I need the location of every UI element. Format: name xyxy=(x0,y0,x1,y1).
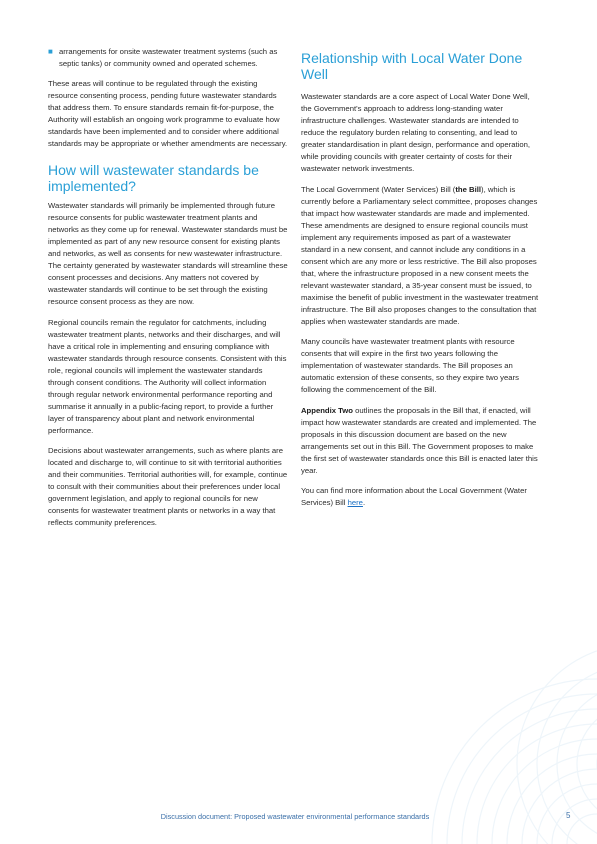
text-run: ), which is currently before a Parliamentary select committee, proposes changes that impact how wastewater standards are made and implemented. These amendments are designed to ensure regional councils must implement any requirements imposed as part of a wastewater standard in a new consent, and cannot include any conditions in a consent which are any more or less restrictive. The Bill also proposes that, where the infrastructure proposed in a new consent meets the relevant wastewater standard, a 35-year consent must be issued, to maximise the benefit of public investment in the wastewater treatment infrastructure. The Bill also proposes changes to the consultation that applies when wastewater standards are made. xyxy=(301,184,539,326)
page-number: 5 xyxy=(566,811,571,820)
section-heading: Relationship with Local Water Done Well xyxy=(301,50,523,82)
paragraph: Wastewater standards will primarily be implemented through future resource consents for public wastewater treatment plants and networks as they come up for renewal. Wastewater standards must be implemented as part of any new resource consent for existing plants and networks, as well as consents for new wastewater infrastructure. The certainty generated by wastewater standards will streamline these consent processes and decisions. Any matters not covered by wastewater standards will continue to be set through the existing resource consent process as they are now. xyxy=(48,201,288,306)
text-run: The Local Government (Water Services) Bill ( xyxy=(301,184,456,194)
paragraph: Regional councils remain the regulator for catchments, including wastewater treatment plants, networks and their discharges, and will have a critical role in implementing and ensuring compliance with wastewater standards through resource consents. Consistent with this role, regional councils will implement the wastewater standards through consent conditions. The Authority will collect information through regular network environmental performance reporting and summarise it annually in a public-facing report, to provide a further layer of transparency about plant and network environmental performance. xyxy=(48,317,287,435)
bill-info-link[interactable]: here xyxy=(347,498,363,507)
paragraph xyxy=(301,405,541,477)
bullet-text: arrangements for onsite wastewater treatment systems (such as septic tanks) or community owned and operated schemes. xyxy=(59,47,278,68)
paragraph: These areas will continue to be regulated through the existing resource consenting process, pending future wastewater standards that address them. To ensure standards remain fit-for-purpose, the Authority will establish an ongoing work programme to evaluate how standards have been implemented and to consider where additional standards may be appropriate or whether amendments are necessary. xyxy=(48,79,288,148)
bold-term: Appendix Two xyxy=(301,405,353,415)
paragraph: Wastewater standards are a core aspect of Local Water Done Well, the Government's approach to address long-standing water infrastructure challenges. Wastewater standards are intended to reduce the regulatory burden relating to consenting, and lead to greater standardisation in plant design, performance and operation, while providing councils with greater certainty of costs for their wastewater network investments. xyxy=(301,92,531,173)
bold-term: the Bill xyxy=(455,184,482,194)
section-heading: How will wastewater standards be implemented? xyxy=(48,162,259,194)
paragraph: Many councils have wastewater treatment plants with resource consents that will expire in the first two years following the implementation of wastewater standards. The Bill proposes an automatic extension of these consents, so they expire two years following the commencement of the Bill. xyxy=(301,337,519,394)
paragraph: Decisions about wastewater arrangements, such as where plants are located and discharge to, will continue to sit with territorial authorities and their communities. Territorial authorities will, for example, continue to consult with their communities about their preferences under local government legislation, and apply to regional councils for new consents for wastewater treatment plants or networks in a way that reflects community preferences. xyxy=(48,446,288,527)
wave-pattern-watermark xyxy=(427,514,597,844)
text-run: outlines the proposals in the Bill that, if enacted, will impact how wastewater standards are created and implemented. The proposals in this discussion document are based on the new arrangements set out in this Bill. The Government proposes to make the first set of wastewater standards once this Bill is enacted later this year. xyxy=(301,405,538,475)
text-run: . xyxy=(362,498,366,507)
right-column xyxy=(301,46,541,518)
bullet-icon: ■ xyxy=(48,47,53,56)
left-column xyxy=(48,46,288,538)
paragraph xyxy=(301,184,541,328)
list-item xyxy=(48,46,288,70)
paragraph xyxy=(301,485,541,509)
text-run: You can find more information about the Local Government (Water Services) Bill xyxy=(301,486,527,507)
footer-text: Discussion document: Proposed wastewater environmental performance standards xyxy=(160,812,430,821)
